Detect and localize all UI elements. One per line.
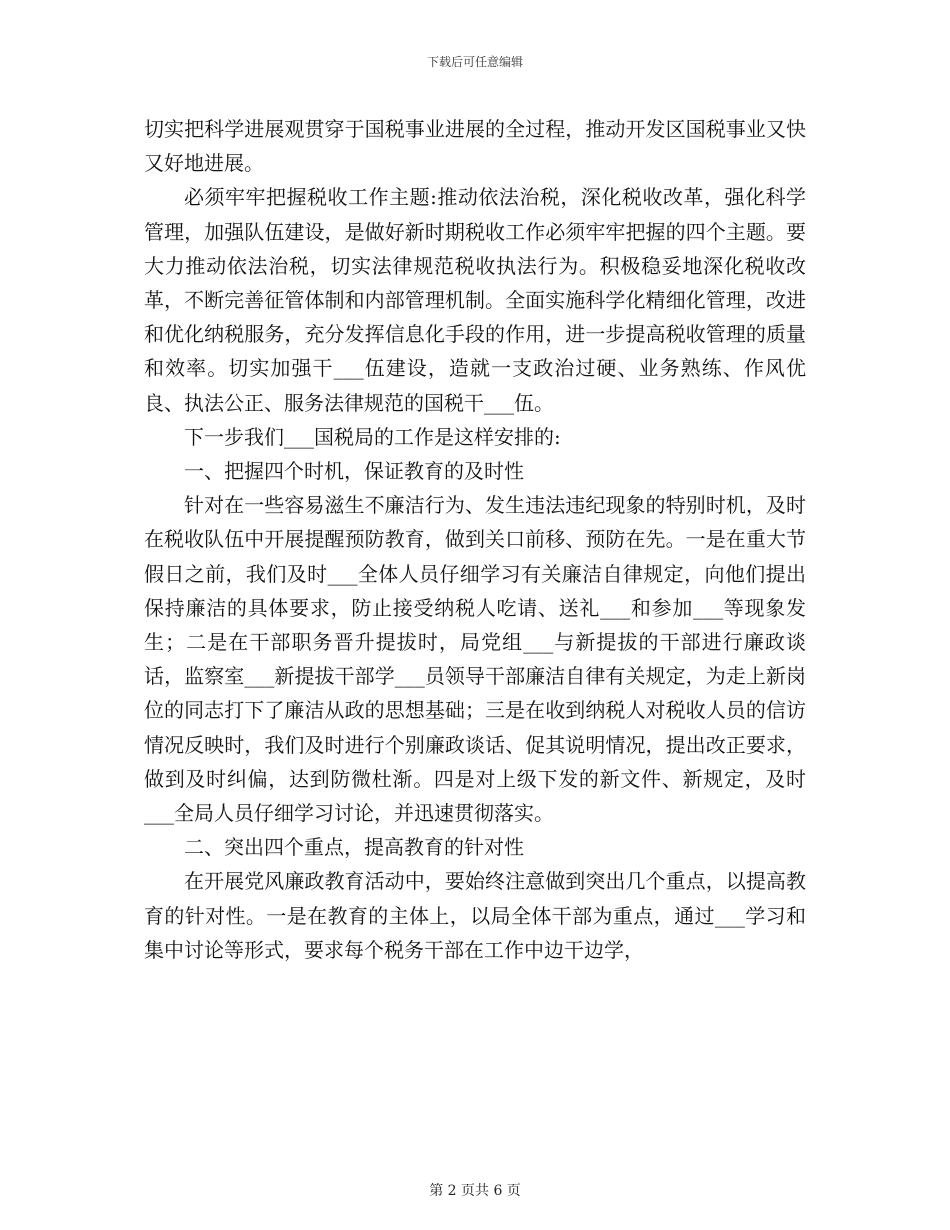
section-heading-1: 一、把握四个时机，保证教育的及时性 [184, 459, 524, 484]
paragraph-3: 下一步我们___国税局的工作是这样安排的: [184, 424, 561, 449]
page-header: 下载后可任意编辑 [426, 55, 523, 69]
document-body [144, 112, 806, 967]
section-heading-2: 二、突出四个重点，提高教育的针对性 [184, 835, 524, 860]
page-footer: 第 2 页共 6 页 [429, 1183, 521, 1199]
paragraph-5: 在开展党风廉政教育活动中，要始终注意做到突出几个重点，以提高教育的针对性。一是在教育的主体上，以局全体干部为重点，通过___学习和集中讨论等形式，要求每个税务干部在工作中边干边学， [144, 869, 806, 962]
paragraph-4: 针对在一些容易滋生不廉洁行为、发生违法违纪现象的特别时机，及时在税收队伍中开展提醒预防教育，做到关口前移、预防在先。一是在重大节假日之前，我们及时___全体人员仔细学习有关廉洁自律规定，向他们提出保持廉洁的具体要求，防止接受纳税人吃请、送礼___和参加___等现象发生；二是在干部职务晋升提拔时，局党组___与新提拔的干部进行廉政谈话，监察室___新提拔干部学___员领导干部廉洁自律有关规定，为走上新岗位的同志打下了廉洁从政的思想基础；三是在收到纳税人对税收人员的信访情况反映时，我们及时进行个别廉政谈话、促其说明情况，提出改正要求，做到及时纠偏，达到防微杜渐。四是对上级下发的新文件、新规定，及时___全局人员仔细学习讨论，并迅速贯彻落实。 [144, 493, 806, 826]
paragraph-1: 切实把科学进展观贯穿于国税事业进展的全过程，推动开发区国税事业又快又好地进展。 [144, 117, 806, 176]
paragraph-2: 必须牢牢把握税收工作主题:推动依法治税，深化税收改革，强化科学管理，加强队伍建设，是做好新时期税收工作必须牢牢把握的四个主题。要大力推动依法治税，切实法律规范税收执法行为。积极稳妥地深化税收改革，不断完善征管体制和内部管理机制。全面实施科学化精细化管理，改进和优化纳税服务，充分发挥信息化手段的作用，进一步提高税收管理的质量和效率。切实加强干___伍建设，造就一支政治过硬、业务熟练、作风优良、执法公正、服务法律规范的国税干___伍。 [144, 185, 806, 415]
